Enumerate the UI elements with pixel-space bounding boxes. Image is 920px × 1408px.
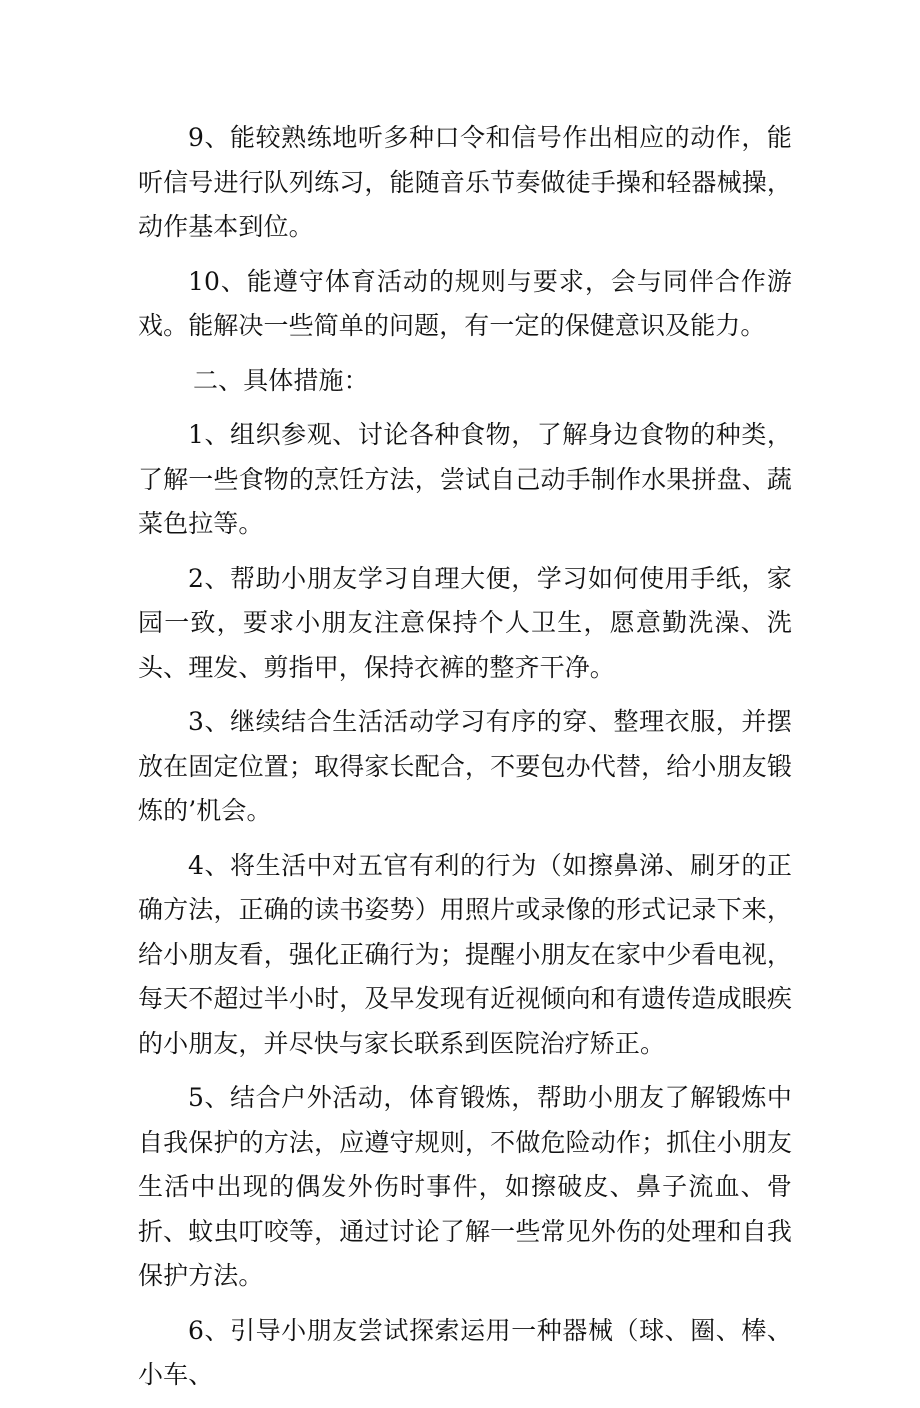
section-heading: 二、具体措施：: [193, 365, 369, 395]
paragraph-measure-3: 3、继续结合生活活动学习有序的穿、整理衣服，并摆放在固定位置；取得家长配合，不要包办代替，给小朋友锻炼的’机会。: [138, 707, 792, 825]
paragraph-measure-5: 5、结合户外活动，体育锻炼，帮助小朋友了解锻炼中自我保护的方法，应遵守规则，不做危险动作；抓住小朋友生活中出现的偶发外伤时事件，如擦破皮、鼻子流血、骨折、蚊虫叮咬等，通过讨论了解一些常见外伤的处理和自我保护方法。: [138, 1083, 792, 1290]
paragraph-measure-6: 6、引导小朋友尝试探索运用一种器械（球、圈、棒、小车、: [138, 1315, 792, 1389]
paragraph-item-9: 9、能较熟练地听多种口令和信号作出相应的动作，能听信号进行队列练习，能随音乐节奏做徒手操和轻器械操，动作基本到位。: [138, 123, 792, 241]
paragraph-measure-4: 4、将生活中对五官有利的行为（如擦鼻涕、刷牙的正确方法，正确的读书姿势）用照片或录像的形式记录下来，给小朋友看，强化正确行为；提醒小朋友在家中少看电视，每天不超过半小时，及早发现有近视倾向和有遗传造成眼疾的小朋友，并尽快与家长联系到医院治疗矫正。: [138, 850, 792, 1058]
paragraph-measure-2: 2、帮助小朋友学习自理大便，学习如何使用手纸，家园一致，要求小朋友注意保持个人卫生，愿意勤洗澡、洗头、理发、剪指甲，保持衣裤的整齐干净。: [138, 563, 792, 682]
paragraph-item-10: 10、能遵守体育活动的规则与要求，会与同伴合作游戏。能解决一些简单的问题，有一定的保健意识及能力。: [138, 266, 792, 340]
paragraph-measure-1: 1、组织参观、讨论各种食物，了解身边食物的种类，了解一些食物的烹饪方法，尝试自己动手制作水果拼盘、蔬菜色拉等。: [138, 420, 792, 538]
document-body: [138, 116, 792, 1408]
